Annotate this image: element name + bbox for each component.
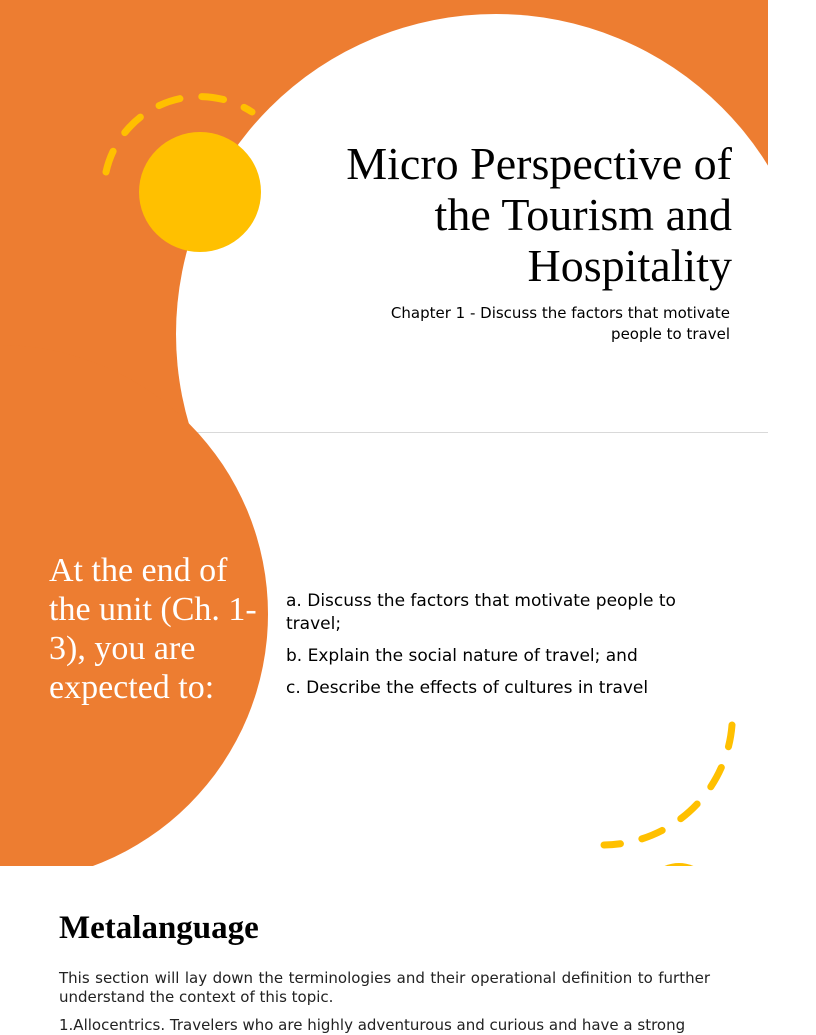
slide-subtitle: Chapter 1 - Discuss the factors that motivate people to travel [390, 304, 730, 343]
slide-title: Micro Perspective of the Tourism and Hospitality [346, 138, 732, 291]
list-item: a. Discuss the factors that motivate people to travel; [286, 591, 676, 634]
objectives-heading: At the end of the unit (Ch. 1-3), you are expected to: [49, 552, 257, 706]
metalanguage-page [0, 866, 768, 1034]
objectives-slide [0, 433, 768, 865]
list-item: c. Describe the effects of cultures in travel [286, 678, 649, 698]
cut-off-definition: 1.Allocentrics. Travelers who are highly adventurous and curious and have a strong [59, 1016, 686, 1034]
sun-circle-icon [139, 132, 261, 252]
dashed-arc-icon [0, 433, 768, 865]
section-body: This section will lay down the terminologies and their operational definition to further understand the context of this topic. [59, 969, 710, 1006]
list-item: b. Explain the social nature of travel; and [286, 646, 638, 666]
title-slide [0, 0, 768, 432]
section-heading: Metalanguage [59, 910, 259, 946]
